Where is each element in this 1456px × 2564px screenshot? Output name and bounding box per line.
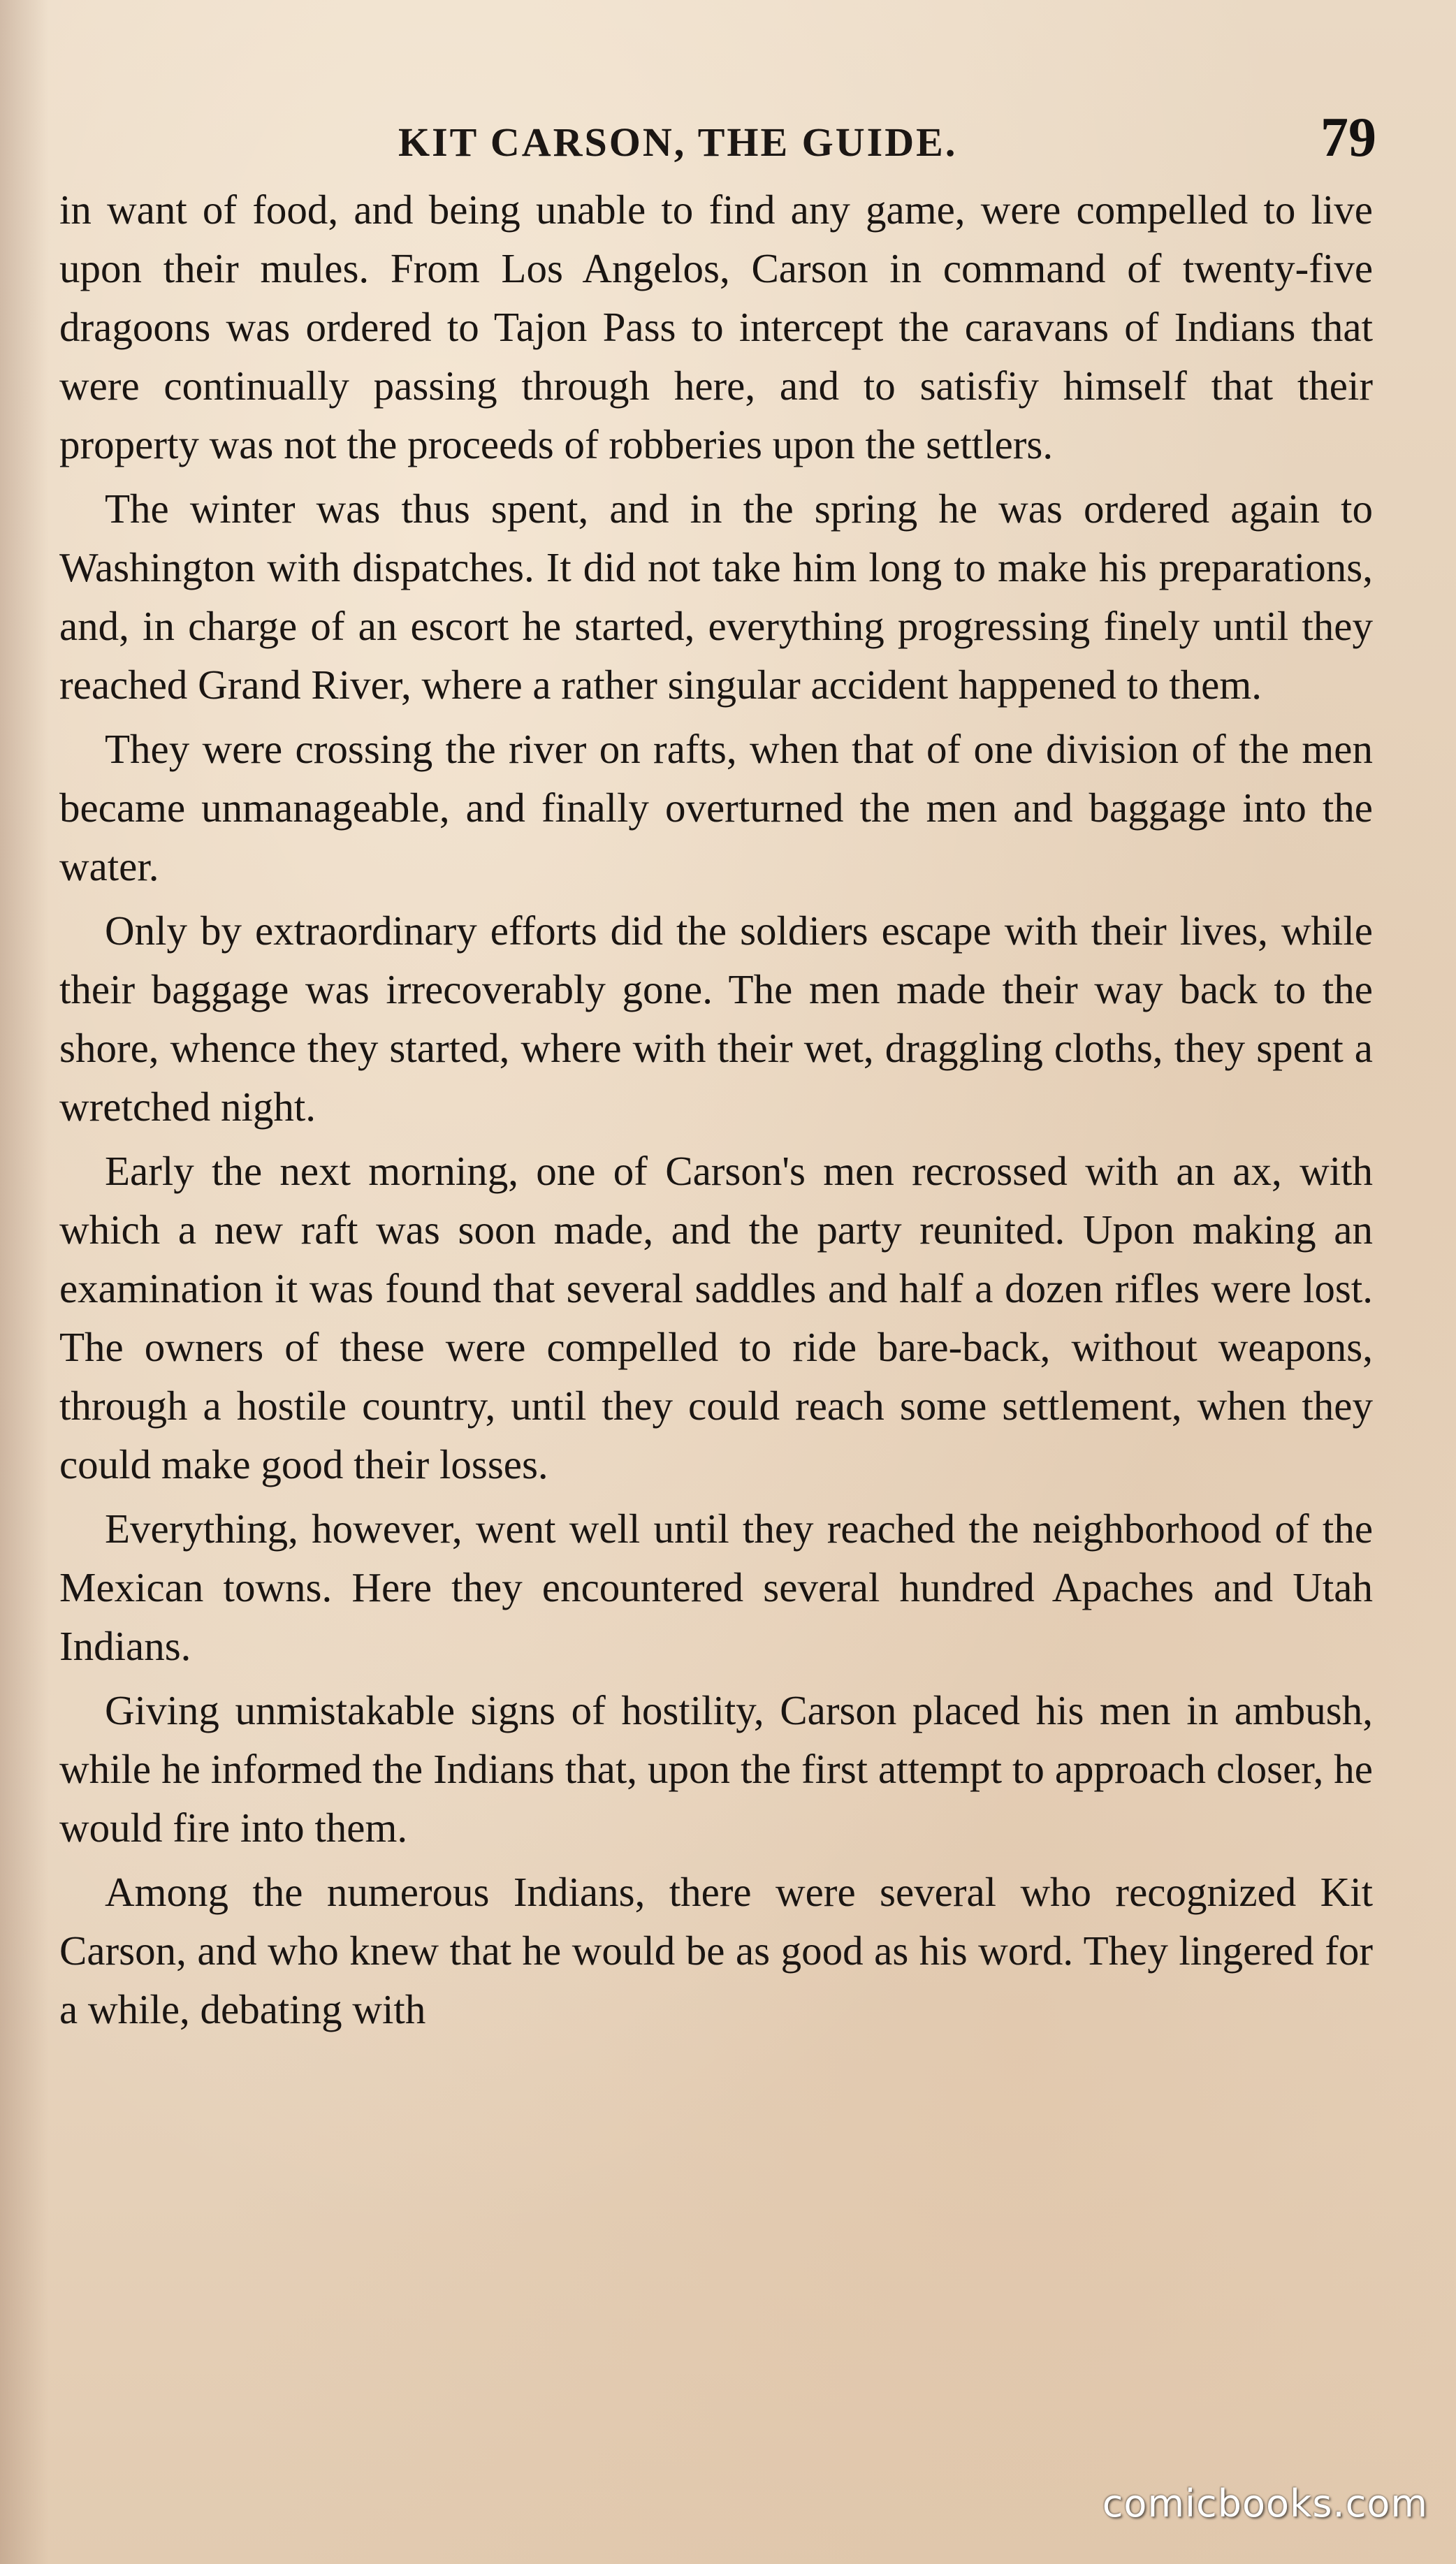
page-header — [63, 107, 1376, 182]
body-text — [59, 180, 1373, 2044]
paragraph: in want of food, and being unable to find any game, were compelled to live upon their mules. From Los Angelos, Carson in command of twenty-five dragoons was ordered to Tajon Pass to intercept the caravans of Indians that were continually passing through here, and to satisfiy himself that their property was not the proceeds of robberies upon the settlers. — [59, 187, 1373, 467]
watermark: comicbooks.com — [1102, 2482, 1428, 2526]
page-number: 79 — [1320, 107, 1376, 168]
page-gutter-shadow — [0, 0, 49, 2564]
paragraph: The winter was thus spent, and in the spring he was ordered again to Washington with dispatches. It did not take him long to make his preparations, and, in charge of an escort he started, everything progressing finely until they reached Grand River, where a rather singular accident happened to them. — [59, 486, 1373, 708]
paragraph: Everything, however, went well until they reached the neighborhood of the Mexican towns. Here they encountered several hundred Apaches and Utah Indians. — [59, 1506, 1373, 1669]
paragraph: They were crossing the river on rafts, when that of one division of the men became unmanageable, and finally overturned the men and baggage into the water. — [59, 726, 1373, 889]
paragraph: Only by extraordinary efforts did the soldiers escape with their lives, while their baggage was irrecoverably gone. The men made their way back to the shore, whence they started, where with their wet, draggling cloths, they spent a wretched night. — [59, 908, 1373, 1130]
paragraph: Giving unmistakable signs of hostility, Carson placed his men in ambush, while he informed the Indians that, upon the first attempt to approach closer, he would fire into them. — [59, 1687, 1373, 1851]
running-head: KIT CARSON, THE GUIDE. — [398, 119, 958, 165]
paragraph: Among the numerous Indians, there were several who recognized Kit Carson, and who knew that he would be as good as his word. They lingered for a while, debating with — [59, 1869, 1373, 2032]
paragraph: Early the next morning, one of Carson's men recrossed with an ax, with which a new raft was soon made, and the party reunited. Upon making an examination it was found that several saddles and half a dozen rifles were lost. The owners of these were compelled to ride bare-back, without weapons, through a hostile country, until they could reach some settlement, when they could make good their losses. — [59, 1148, 1373, 1487]
